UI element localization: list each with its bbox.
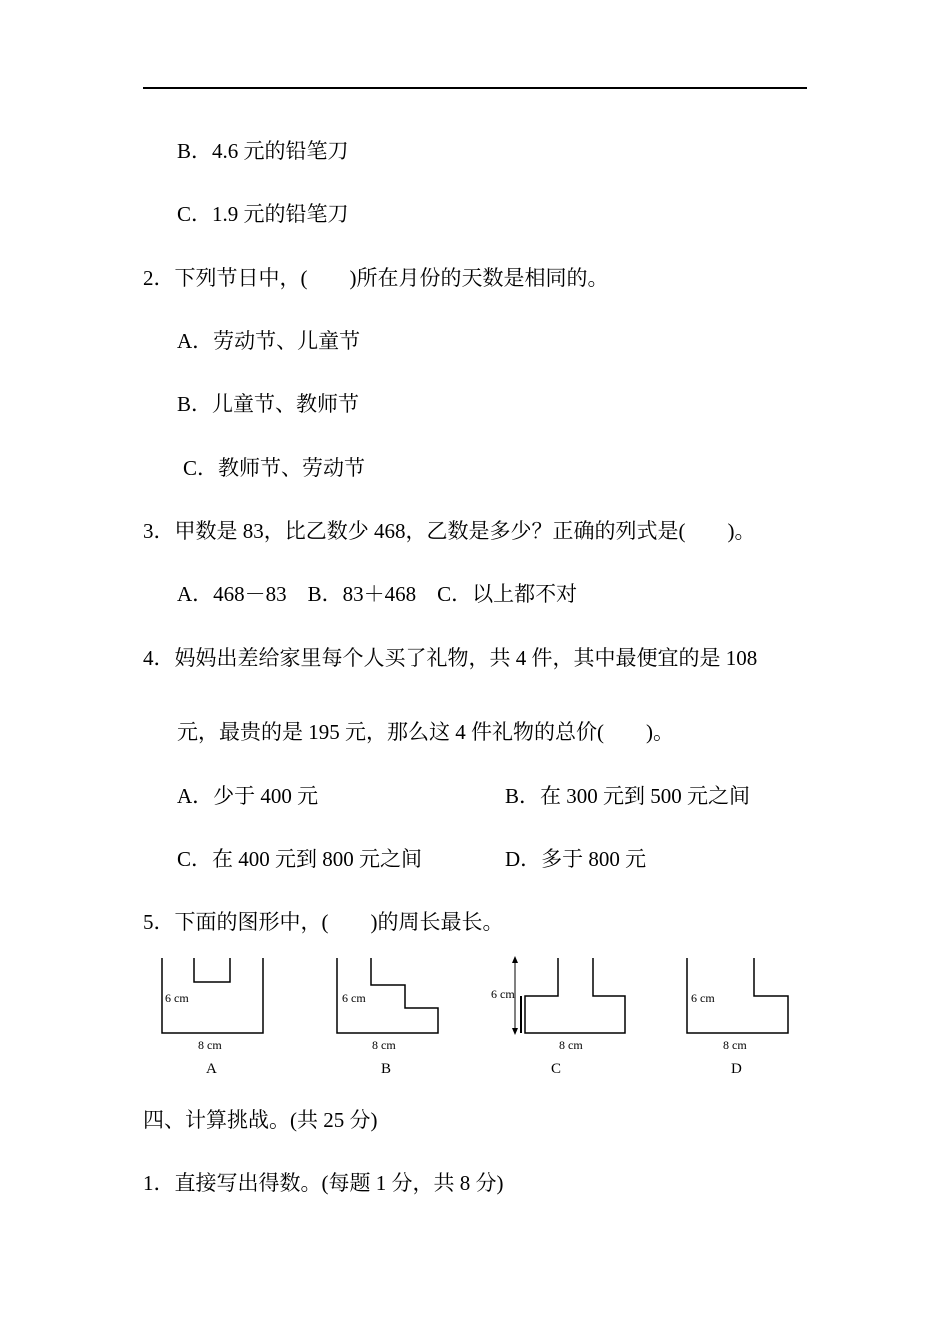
figure-c-side-label: 6 cm [491,987,515,1001]
q2-option-a: A．劳动节、儿童节 [177,329,361,353]
figure-c-shape [485,955,635,1080]
q1-option-c: C．1.9 元的铅笔刀 [177,202,349,226]
figure-b-letter: B [381,1061,392,1077]
q4-option-d: D．多于 800 元 [505,847,647,871]
figure-d-shape [675,955,800,1080]
q4-option-b: B．在 300 元到 500 元之间 [505,784,751,808]
figure-b [325,955,450,1080]
q2-option-b: B．儿童节、教师节 [177,392,360,416]
figure-d-base-label: 8 cm [723,1038,747,1052]
question-4-continued: 元，最贵的是 195 元，那么这 4 件礼物的总价( )。 [177,720,674,744]
section-4-question-1: 1．直接写出得数。(每题 1 分，共 8 分) [143,1171,504,1195]
figure-a-side-label: 6 cm [165,991,189,1005]
figure-c [485,955,635,1080]
q2-option-c: C．教师节、劳动节 [183,456,366,480]
figure-b-shape [325,955,450,1080]
figure-c-letter: C [551,1061,562,1077]
figure-c-base-label: 8 cm [559,1038,583,1052]
figure-d-letter: D [731,1061,742,1077]
q1-option-b: B．4.6 元的铅笔刀 [177,139,349,163]
question-2: 2．下列节日中，( )所在月份的天数是相同的。 [143,266,609,290]
question-3: 3．甲数是 83，比乙数少 468，乙数是多少？正确的列式是( )。 [143,519,756,543]
figure-a [150,955,275,1080]
q4-option-a: A．少于 400 元 [177,784,319,808]
figure-d-side-label: 6 cm [691,991,715,1005]
header-rule [143,87,807,89]
figure-d [675,955,800,1080]
question-4: 4．妈妈出差给家里每个人买了礼物，共 4 件，其中最便宜的是 108 [143,646,758,670]
figure-b-base-label: 8 cm [372,1038,396,1052]
figure-a-base-label: 8 cm [198,1038,222,1052]
q4-option-c: C．在 400 元到 800 元之间 [177,847,423,871]
figure-b-side-label: 6 cm [342,991,366,1005]
section-4-heading: 四、计算挑战。(共 25 分) [143,1108,378,1132]
q3-options: A．468－83 B．83＋468 C．以上都不对 [177,582,578,606]
question-5: 5．下面的图形中，( )的周长最长。 [143,910,504,934]
figure-a-letter: A [206,1061,217,1077]
figure-a-shape [150,955,275,1080]
